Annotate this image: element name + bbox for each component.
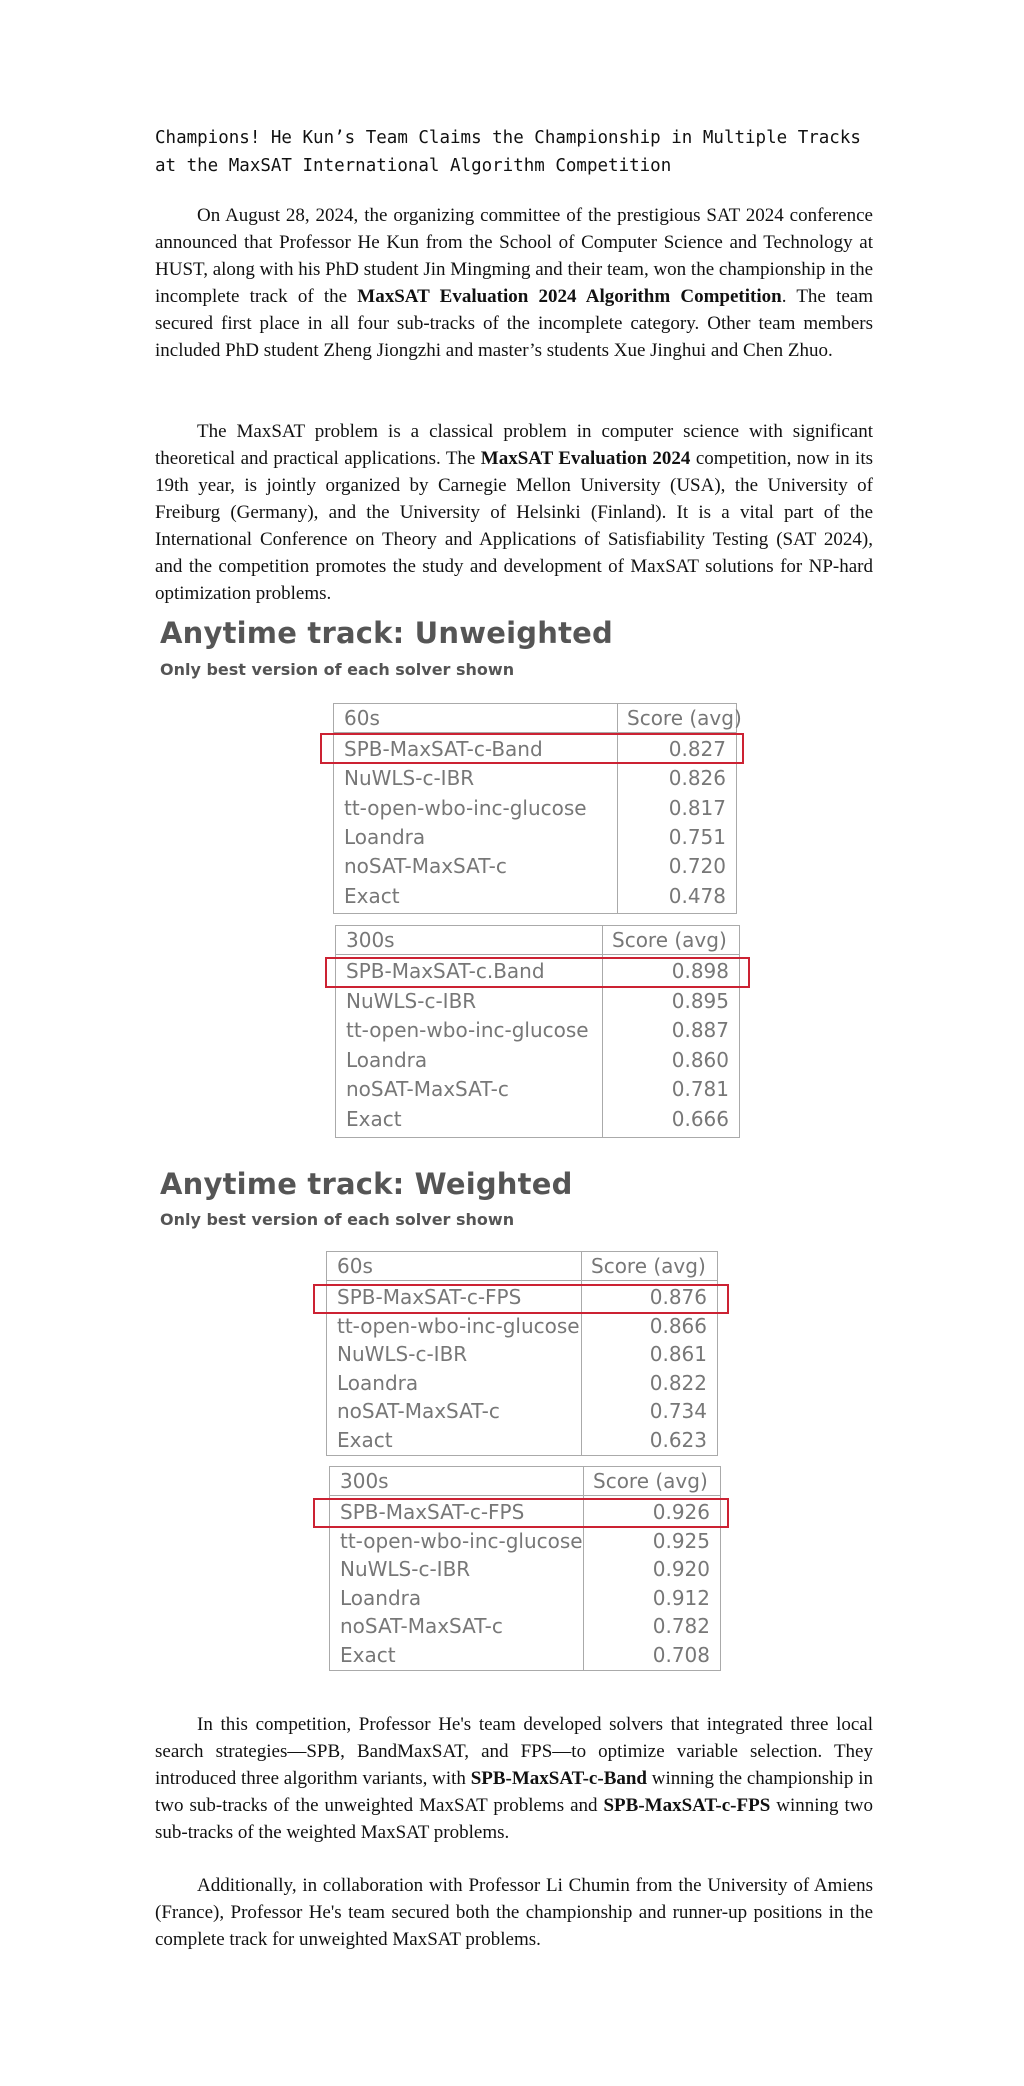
table-cell-score: 0.666 xyxy=(671,1106,729,1131)
table-cell-solver: Loandra xyxy=(346,1047,428,1072)
table-cell-score: 0.734 xyxy=(649,1399,707,1424)
paragraph-4: Additionally, in collaboration with Professor Li Chumin from the University of Amiens (France), Professor He's team secured both the championship and runner-up positions in the complete track for unweighted MaxSAT problems. xyxy=(155,1875,873,1950)
table-cell-solver: tt-open-wbo-inc-glucose xyxy=(340,1528,583,1553)
table-cell-score: 0.925 xyxy=(652,1528,710,1553)
table-header-time: 60s xyxy=(337,1254,373,1278)
table-cell-solver: Loandra xyxy=(340,1585,422,1610)
table-header-time: 300s xyxy=(340,1469,389,1493)
table-cell-solver: noSAT-MaxSAT-c xyxy=(346,1077,509,1101)
table-cell-solver: NuWLS-c-IBR xyxy=(346,988,477,1013)
table-cell-score: 0.861 xyxy=(649,1342,707,1367)
table-cell-solver: noSAT-MaxSAT-c xyxy=(337,1399,500,1424)
table-cell-score: 0.708 xyxy=(652,1643,710,1667)
table-header-time: 300s xyxy=(346,928,395,952)
paragraph-2-text-c: competition, now in its 19th year, is jointly organized by Carnegie Mellon University (USA), the University of Freiburg (Germany), and the University of Helsinki (Finland). It is a vital part of the International Conference on Theory and Applications of Satisfiability Testing (SAT 2024), and the competition promotes the study and development of MaxSAT solutions for NP-hard optimization problems. xyxy=(155,448,873,604)
paragraph-1-bold: MaxSAT Evaluation 2024 Algorithm Competition xyxy=(357,286,782,307)
table-cell-solver: SPB-MaxSAT-c.Band xyxy=(346,959,545,983)
table-cell-solver: noSAT-MaxSAT-c xyxy=(340,1614,503,1639)
table-cell-score: 0.876 xyxy=(649,1285,707,1309)
table-cell-score: 0.623 xyxy=(649,1428,707,1452)
table-cell-score: 0.898 xyxy=(671,959,729,983)
table-cell-score: 0.826 xyxy=(668,766,726,791)
table-cell-solver: Exact xyxy=(344,883,400,908)
table-cell-score: 0.860 xyxy=(671,1047,729,1072)
article-title: Champions! He Kun’s Team Claims the Championship in Multiple Tracks at the MaxSAT International Algorithm Competition xyxy=(155,128,872,176)
table-column-divider xyxy=(581,1252,582,1455)
paragraph-1 xyxy=(155,202,873,364)
unweighted-section-subtitle: Only best version of each solver shown xyxy=(160,660,515,679)
paragraph-2-text-a: The MaxSAT problem is a classical problem in computer science with significant theoretical and practical applications. The xyxy=(155,421,873,469)
table-cell-solver: Exact xyxy=(346,1106,402,1131)
table-cell-solver: tt-open-wbo-inc-glucose xyxy=(344,795,587,820)
table-cell-solver: NuWLS-c-IBR xyxy=(337,1342,468,1367)
table-cell-solver: tt-open-wbo-inc-glucose xyxy=(337,1313,580,1338)
table-cell-score: 0.866 xyxy=(649,1313,707,1338)
table-cell-score: 0.926 xyxy=(652,1500,710,1524)
table-cell-solver: noSAT-MaxSAT-c xyxy=(344,854,507,879)
weighted-section-title: Anytime track: Weighted xyxy=(160,1167,573,1201)
table-cell-score: 0.827 xyxy=(668,737,726,761)
weighted-300s-winner-highlight xyxy=(313,1498,729,1528)
table-header-score: Score (avg) xyxy=(612,928,727,952)
unweighted-300s-winner-highlight xyxy=(325,957,750,988)
weighted-300s-table xyxy=(329,1466,721,1671)
table-cell-score: 0.920 xyxy=(652,1557,710,1582)
table-cell-solver: tt-open-wbo-inc-glucose xyxy=(346,1018,589,1042)
paragraph-2-bold: MaxSAT Evaluation 2024 xyxy=(480,448,691,469)
unweighted-section-title: Anytime track: Unweighted xyxy=(160,616,613,650)
unweighted-60s-winner-highlight xyxy=(320,733,744,764)
paragraph-3-bold-fps: SPB-MaxSAT-c-FPS xyxy=(603,1795,771,1816)
paragraph-1-text-a: On August 28, 2024, the organizing committee of the prestigious SAT 2024 conference announced that Professor He Kun from the School of Computer Science and Technology at HUST, along with his PhD student Jin Mingming and their team, won the championship in the incomplete track of the xyxy=(155,205,873,307)
table-cell-solver: Exact xyxy=(340,1643,396,1667)
table-cell-solver: NuWLS-c-IBR xyxy=(340,1557,471,1582)
paragraph-3 xyxy=(155,1711,873,1846)
table-cell-score: 0.720 xyxy=(668,854,726,879)
table-cell-solver: SPB-MaxSAT-c-Band xyxy=(344,737,543,761)
weighted-section-subtitle: Only best version of each solver shown xyxy=(160,1210,515,1229)
table-header-score: Score (avg) xyxy=(593,1469,708,1493)
table-cell-solver: SPB-MaxSAT-c-FPS xyxy=(340,1500,525,1524)
paragraph-3-text-c: winning the championship in two sub-tracks of the unweighted MaxSAT problems and xyxy=(155,1768,873,1816)
table-cell-score: 0.895 xyxy=(671,988,729,1013)
paragraph-3-bold-band: SPB-MaxSAT-c-Band xyxy=(470,1768,647,1789)
table-cell-score: 0.887 xyxy=(671,1018,729,1042)
paragraph-1-text-c: . The team secured first place in all four sub-tracks of the incomplete category. Other team members included PhD student Zheng Jiongzhi and master’s students Xue Jinghui and Chen Zhuo. xyxy=(155,286,874,361)
table-cell-score: 0.478 xyxy=(668,883,726,908)
paragraph-2 xyxy=(155,418,873,607)
table-cell-solver: NuWLS-c-IBR xyxy=(344,766,475,791)
table-cell-score: 0.781 xyxy=(671,1077,729,1101)
table-cell-solver: Loandra xyxy=(337,1370,419,1395)
table-cell-solver: Loandra xyxy=(344,824,426,849)
table-cell-solver: SPB-MaxSAT-c-FPS xyxy=(337,1285,522,1309)
table-header-time: 60s xyxy=(344,706,380,730)
table-cell-score: 0.817 xyxy=(668,795,726,820)
table-header-score: Score (avg) xyxy=(627,706,742,730)
paragraph-3-text-e: winning two sub-tracks of the weighted MaxSAT problems. xyxy=(155,1795,873,1843)
weighted-60s-table xyxy=(326,1251,718,1456)
table-cell-score: 0.782 xyxy=(652,1614,710,1639)
table-cell-solver: Exact xyxy=(337,1428,393,1452)
weighted-60s-winner-highlight xyxy=(313,1284,729,1314)
table-header-score: Score (avg) xyxy=(591,1254,706,1278)
table-cell-score: 0.751 xyxy=(668,824,726,849)
table-cell-score: 0.912 xyxy=(652,1585,710,1610)
paragraph-3-text-a: In this competition, Professor He's team developed solvers that integrated three local search strategies—SPB, BandMaxSAT, and FPS—to optimize variable selection. They introduced three algorithm variants, with xyxy=(155,1714,873,1789)
table-cell-score: 0.822 xyxy=(649,1370,707,1395)
